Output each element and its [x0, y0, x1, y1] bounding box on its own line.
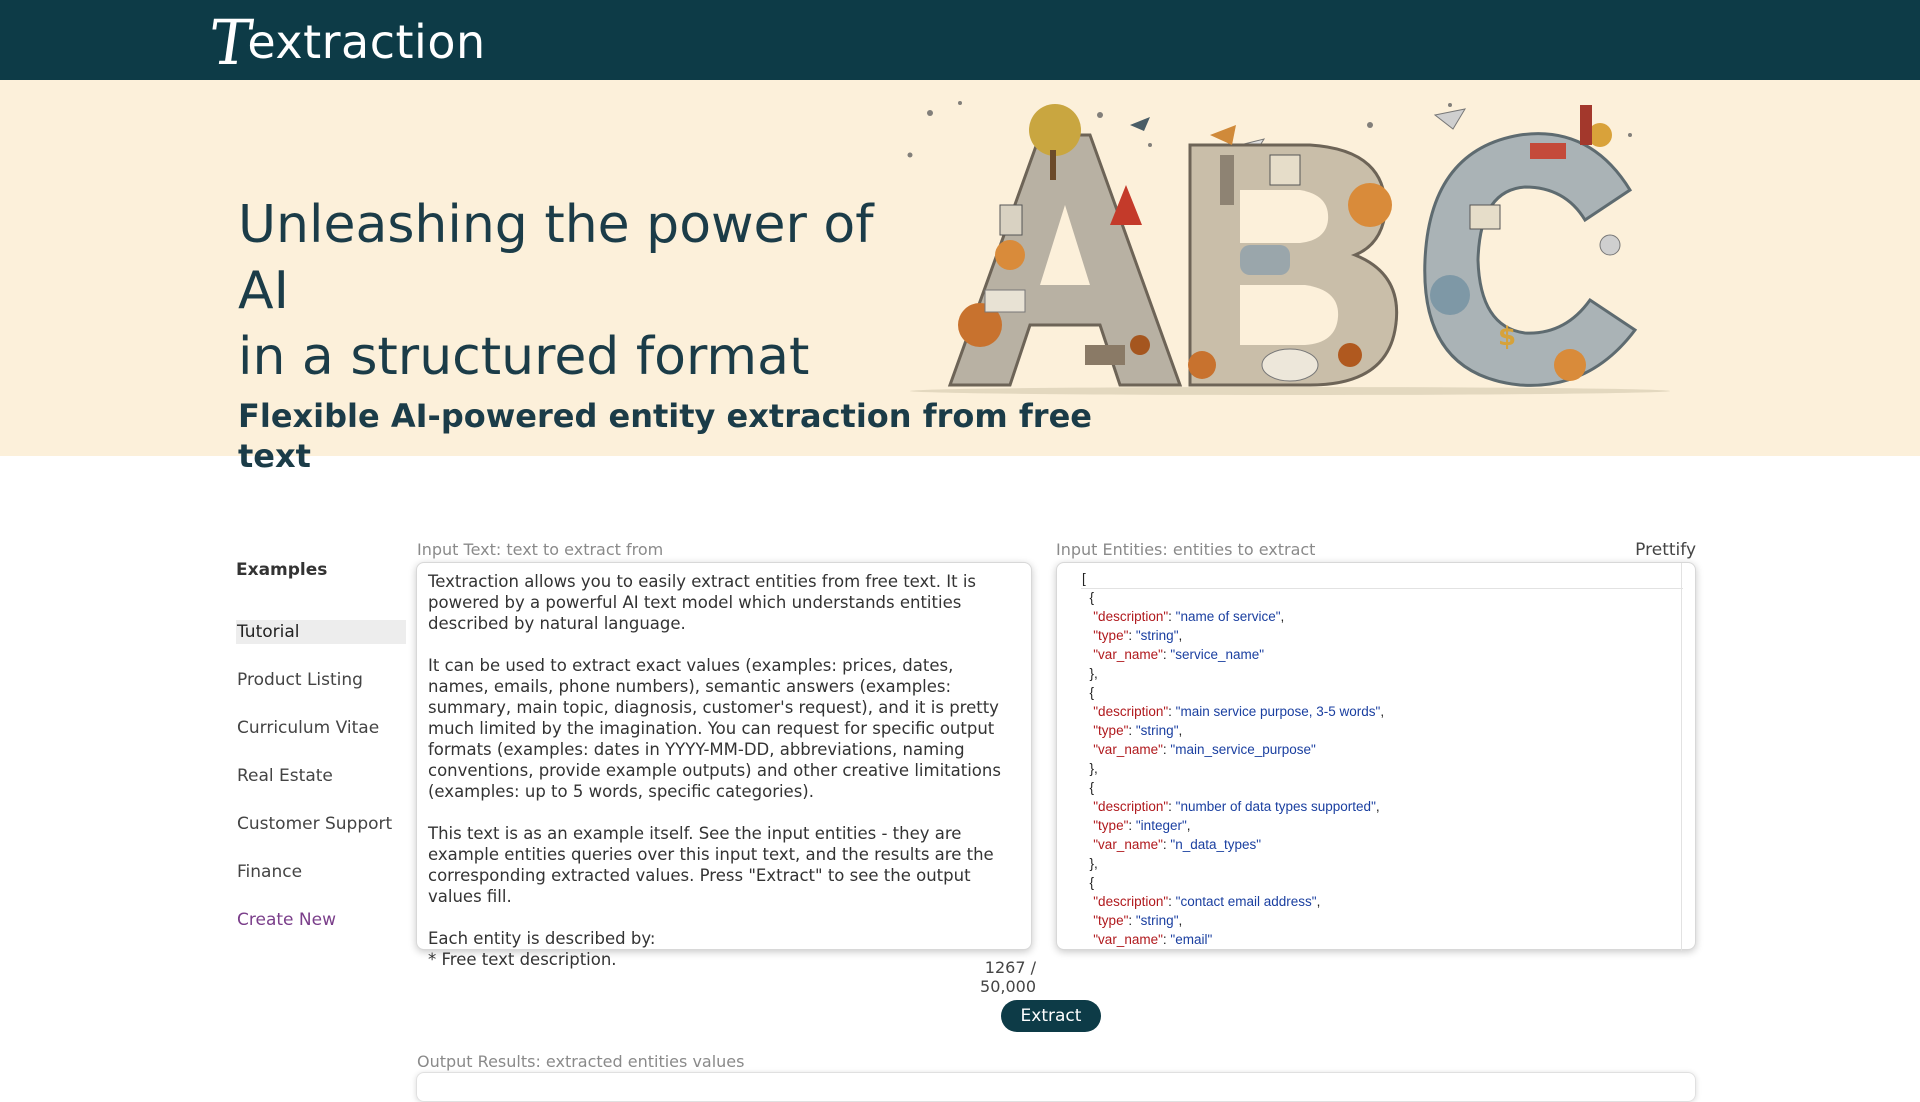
svg-text:$: $ — [1498, 322, 1517, 352]
top-bar — [0, 0, 1920, 80]
code-value: "n_data_types" — [1170, 837, 1262, 852]
code-open-bracket: [ — [1082, 571, 1086, 586]
sidebar-item-curriculum-vitae[interactable]: Curriculum Vitae — [237, 718, 380, 738]
hero-title-line-1: Unleashing the power of AI — [238, 195, 874, 321]
code-key: "type" — [1093, 628, 1129, 643]
code-value: "service_name" — [1170, 647, 1265, 662]
entities-json-editor[interactable] — [1056, 562, 1696, 950]
art-letter-b — [1188, 125, 1397, 385]
code-property-line: "description": "main service purpose, 3-5 words", — [1093, 704, 1385, 719]
examples-heading: Examples — [236, 560, 328, 580]
sidebar-item-customer-support[interactable]: Customer Support — [237, 814, 393, 834]
input-text-paragraph: Textraction allows you to easily extract entities from free text. It is powered by a powerful AI text model which understands entities described by natural language. — [428, 572, 982, 633]
input-text-label: Input Text: text to extract from — [417, 540, 664, 559]
code-key: "var_name" — [1093, 837, 1163, 852]
code-key: "var_name" — [1093, 647, 1163, 662]
extract-button[interactable]: Extract — [1001, 1000, 1101, 1032]
code-property-line: "var_name": "email" — [1093, 932, 1213, 947]
input-text-paragraph: This text is as an example itself. See the input entities - they are example entities queries over this input text, and the results are the corresponding extracted values. Press "Extract" to see the output values fill. — [428, 824, 999, 906]
code-property-line: "var_name": "service_name" — [1093, 647, 1265, 662]
examples-list — [236, 620, 406, 932]
code-property-line: "description": "name of service", — [1093, 609, 1285, 624]
hero-title-line-2: in a structured format — [238, 327, 810, 387]
code-property-line: "var_name": "n_data_types" — [1093, 837, 1262, 852]
code-key: "description" — [1093, 609, 1169, 624]
input-text-paragraph: It can be used to extract exact values (examples: prices, dates, names, emails, phone numbers), semantic answers (examples: summary, main topic, diagnosis, customer's request), and it is pretty much limited by the imagination. You can request for specific output formats (examples: dates in YYYY-MM-DD, abbreviations, naming conventions, provide example outputs) and other creative limitations (examples: up to 5 words, specific categories). — [428, 656, 1007, 801]
code-object-open: { — [1082, 780, 1095, 795]
code-property-line: "type": "integer", — [1093, 818, 1191, 833]
logo-initial: T — [204, 6, 257, 79]
output-results-label: Output Results: extracted entities values — [417, 1052, 745, 1071]
code-object-open: { — [1082, 685, 1095, 700]
code-property-line: "type": "string", — [1093, 723, 1183, 738]
code-value: "email" — [1170, 932, 1213, 947]
input-text-area[interactable] — [416, 562, 1032, 969]
code-value: "number of data types supported" — [1175, 799, 1376, 814]
code-value: "string" — [1135, 913, 1179, 928]
code-key: "type" — [1093, 818, 1129, 833]
code-value: "string" — [1135, 628, 1179, 643]
art-letter-a — [950, 104, 1180, 385]
entities-code — [1082, 569, 1384, 949]
sidebar-item-product-listing[interactable]: Product Listing — [237, 670, 363, 690]
code-object-close: }, — [1082, 856, 1098, 871]
prettify-button[interactable]: Prettify — [1635, 540, 1696, 560]
code-object-open: { — [1082, 875, 1095, 890]
code-object-open: { — [1082, 590, 1095, 605]
input-entities-label: Input Entities: entities to extract — [1056, 540, 1316, 559]
code-value: "name of service" — [1175, 609, 1281, 624]
code-key: "description" — [1093, 704, 1169, 719]
art-letter-c — [1425, 105, 1635, 385]
code-property-line: "type": "string", — [1093, 913, 1183, 928]
hero-banner — [0, 80, 1920, 475]
input-text-paragraph: Each entity is described by: * Free text description. — [428, 929, 656, 969]
code-property-line: "description": "number of data types supported", — [1093, 799, 1380, 814]
code-key: "var_name" — [1093, 742, 1163, 757]
examples-sidebar — [236, 560, 406, 956]
create-new-link[interactable]: Create New — [237, 910, 336, 930]
code-value: "string" — [1135, 723, 1179, 738]
code-property-line: "var_name": "main_service_purpose" — [1093, 742, 1316, 757]
code-property-line: "type": "string", — [1093, 628, 1183, 643]
app-logo[interactable] — [204, 6, 486, 79]
code-value: "main_service_purpose" — [1170, 742, 1316, 757]
code-value: "main service purpose, 3-5 words" — [1175, 704, 1381, 719]
logo-text: extraction — [247, 15, 486, 69]
sidebar-item-real-estate[interactable]: Real Estate — [237, 766, 333, 786]
hero-title — [238, 192, 938, 390]
sidebar-item-finance[interactable]: Finance — [237, 862, 303, 882]
output-results-box — [416, 1072, 1696, 1102]
code-key: "var_name" — [1093, 932, 1163, 947]
code-key: "description" — [1093, 799, 1169, 814]
code-object-close: }, — [1082, 666, 1098, 681]
code-value: "integer" — [1135, 818, 1187, 833]
sidebar-item-tutorial[interactable]: Tutorial — [236, 620, 406, 644]
code-key: "type" — [1093, 723, 1129, 738]
code-value: "contact email address" — [1175, 894, 1317, 909]
character-count: 1267 / 50,000 — [980, 958, 1036, 996]
code-key: "description" — [1093, 894, 1169, 909]
editor-scrollbar-track[interactable] — [1681, 563, 1682, 951]
code-key: "type" — [1093, 913, 1129, 928]
hero-subtitle: Flexible AI-powered entity extraction from free text — [238, 397, 1092, 475]
code-object-close: }, — [1082, 761, 1098, 776]
abc-collage-illustration — [890, 95, 1670, 395]
code-property-line: "description": "contact email address", — [1093, 894, 1321, 909]
